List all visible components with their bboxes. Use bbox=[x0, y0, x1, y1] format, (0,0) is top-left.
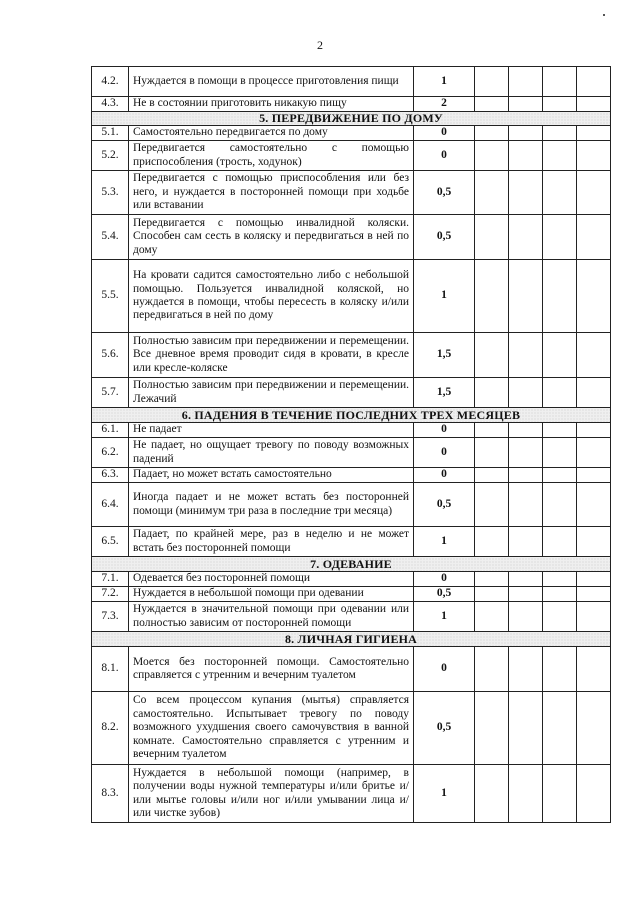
item-score: 0,5 bbox=[414, 171, 475, 215]
blank-cell bbox=[577, 215, 611, 260]
item-number: 7.2. bbox=[92, 587, 129, 602]
item-number: 6.2. bbox=[92, 438, 129, 468]
item-number: 6.4. bbox=[92, 483, 129, 527]
blank-cell bbox=[475, 126, 509, 141]
section-header-row bbox=[92, 112, 611, 126]
item-description: Со всем процессом купания (мытья) справляется самостоятельно. Испытывает тревогу по поводу возможного ухудшения своего самочувствия в ванной комнате. Самостоятельно справляется с утренним и вечерним туалетом bbox=[129, 692, 414, 765]
blank-cell bbox=[543, 333, 577, 378]
table-row bbox=[92, 572, 611, 587]
item-score: 1 bbox=[414, 602, 475, 632]
blank-cell bbox=[543, 527, 577, 557]
item-number: 4.2. bbox=[92, 67, 129, 97]
blank-cell bbox=[475, 438, 509, 468]
item-score: 1 bbox=[414, 67, 475, 97]
blank-cell bbox=[475, 572, 509, 587]
blank-cell bbox=[475, 587, 509, 602]
blank-cell bbox=[577, 423, 611, 438]
blank-cell bbox=[577, 572, 611, 587]
blank-cell bbox=[577, 333, 611, 378]
scan-speck bbox=[603, 14, 605, 16]
table-row bbox=[92, 171, 611, 215]
blank-cell bbox=[475, 260, 509, 333]
item-score: 0,5 bbox=[414, 215, 475, 260]
item-number: 5.4. bbox=[92, 215, 129, 260]
item-score: 0 bbox=[414, 438, 475, 468]
item-score: 0,5 bbox=[414, 587, 475, 602]
blank-cell bbox=[509, 692, 543, 765]
section-title: 5. ПЕРЕДВИЖЕНИЕ ПО ДОМУ bbox=[92, 112, 611, 126]
item-score: 0 bbox=[414, 468, 475, 483]
blank-cell bbox=[475, 333, 509, 378]
blank-cell bbox=[543, 423, 577, 438]
section-header-row bbox=[92, 632, 611, 647]
blank-cell bbox=[509, 468, 543, 483]
blank-cell bbox=[577, 587, 611, 602]
table-row bbox=[92, 215, 611, 260]
blank-cell bbox=[509, 527, 543, 557]
item-score: 1,5 bbox=[414, 378, 475, 408]
blank-cell bbox=[577, 438, 611, 468]
item-number: 6.3. bbox=[92, 468, 129, 483]
table-row bbox=[92, 423, 611, 438]
section-header-row bbox=[92, 557, 611, 572]
blank-cell bbox=[577, 141, 611, 171]
item-description: Нуждается в небольшой помощи (например, в получении воды нужной температуры и/или бритье и/или мытье головы и/или ног и/или умывании лица и/или чистке зубов) bbox=[129, 765, 414, 823]
item-number: 7.3. bbox=[92, 602, 129, 632]
item-number: 4.3. bbox=[92, 97, 129, 112]
table-row bbox=[92, 97, 611, 112]
blank-cell bbox=[543, 572, 577, 587]
blank-cell bbox=[543, 141, 577, 171]
item-score: 2 bbox=[414, 97, 475, 112]
blank-cell bbox=[543, 215, 577, 260]
section-title: 7. ОДЕВАНИЕ bbox=[92, 557, 611, 572]
item-description: Иногда падает и не может встать без посторонней помощи (минимум три раза в последние три месяца) bbox=[129, 483, 414, 527]
blank-cell bbox=[509, 483, 543, 527]
item-description: Передвигается с помощью инвалидной коляски. Способен сам сесть в коляску и передвигаться в ней по дому bbox=[129, 215, 414, 260]
item-score: 0,5 bbox=[414, 692, 475, 765]
blank-cell bbox=[509, 141, 543, 171]
table-row bbox=[92, 378, 611, 408]
item-number: 7.1. bbox=[92, 572, 129, 587]
item-number: 5.1. bbox=[92, 126, 129, 141]
blank-cell bbox=[543, 468, 577, 483]
item-score: 0,5 bbox=[414, 483, 475, 527]
item-number: 8.1. bbox=[92, 647, 129, 692]
item-number: 6.1. bbox=[92, 423, 129, 438]
blank-cell bbox=[543, 260, 577, 333]
blank-cell bbox=[577, 765, 611, 823]
blank-cell bbox=[577, 602, 611, 632]
table-row bbox=[92, 141, 611, 171]
blank-cell bbox=[543, 602, 577, 632]
table-row bbox=[92, 438, 611, 468]
item-score: 0 bbox=[414, 141, 475, 171]
item-number: 6.5. bbox=[92, 527, 129, 557]
item-description: На кровати садится самостоятельно либо с небольшой помощью. Пользуется инвалидной коляской, но нуждается в помощи, чтобы пересесть в коляску и/или передвигаться в ней по дому bbox=[129, 260, 414, 333]
blank-cell bbox=[509, 572, 543, 587]
blank-cell bbox=[543, 647, 577, 692]
item-description: Самостоятельно передвигается по дому bbox=[129, 126, 414, 141]
blank-cell bbox=[543, 692, 577, 765]
blank-cell bbox=[577, 483, 611, 527]
blank-cell bbox=[543, 483, 577, 527]
blank-cell bbox=[543, 438, 577, 468]
blank-cell bbox=[475, 527, 509, 557]
assessment-table bbox=[91, 66, 611, 823]
blank-cell bbox=[509, 647, 543, 692]
blank-cell bbox=[543, 171, 577, 215]
item-description: Нуждается в небольшой помощи при одевании bbox=[129, 587, 414, 602]
blank-cell bbox=[475, 215, 509, 260]
item-score: 0 bbox=[414, 572, 475, 587]
blank-cell bbox=[577, 171, 611, 215]
blank-cell bbox=[475, 647, 509, 692]
table-row bbox=[92, 587, 611, 602]
item-description: Падает, но может встать самостоятельно bbox=[129, 468, 414, 483]
blank-cell bbox=[577, 468, 611, 483]
item-score: 0 bbox=[414, 126, 475, 141]
table-row bbox=[92, 260, 611, 333]
item-score: 0 bbox=[414, 647, 475, 692]
section-title: 6. ПАДЕНИЯ В ТЕЧЕНИЕ ПОСЛЕДНИХ ТРЕХ МЕСЯЦЕВ bbox=[92, 408, 611, 423]
blank-cell bbox=[475, 171, 509, 215]
table-row bbox=[92, 333, 611, 378]
blank-cell bbox=[509, 171, 543, 215]
table-row bbox=[92, 647, 611, 692]
item-score: 1,5 bbox=[414, 333, 475, 378]
blank-cell bbox=[509, 215, 543, 260]
item-number: 5.5. bbox=[92, 260, 129, 333]
blank-cell bbox=[543, 587, 577, 602]
blank-cell bbox=[509, 765, 543, 823]
section-title: 8. ЛИЧНАЯ ГИГИЕНА bbox=[92, 632, 611, 647]
blank-cell bbox=[475, 423, 509, 438]
item-description: Передвигается с помощью приспособления или без него, и нуждается в посторонней помощи при ходьбе или вставании bbox=[129, 171, 414, 215]
blank-cell bbox=[543, 67, 577, 97]
blank-cell bbox=[543, 126, 577, 141]
item-description: Полностью зависим при передвижении и перемещении. Все дневное время проводит сидя в кровати, в кресле или кресле-коляске bbox=[129, 333, 414, 378]
item-description: Одевается без посторонней помощи bbox=[129, 572, 414, 587]
item-description: Не падает, но ощущает тревогу по поводу возможных падений bbox=[129, 438, 414, 468]
blank-cell bbox=[509, 438, 543, 468]
blank-cell bbox=[475, 97, 509, 112]
blank-cell bbox=[475, 67, 509, 97]
item-description: Нуждается в помощи в процессе приготовления пищи bbox=[129, 67, 414, 97]
item-number: 5.2. bbox=[92, 141, 129, 171]
blank-cell bbox=[509, 587, 543, 602]
table-row bbox=[92, 765, 611, 823]
blank-cell bbox=[577, 378, 611, 408]
blank-cell bbox=[577, 126, 611, 141]
item-score: 0 bbox=[414, 423, 475, 438]
blank-cell bbox=[475, 765, 509, 823]
blank-cell bbox=[475, 468, 509, 483]
blank-cell bbox=[475, 692, 509, 765]
table-row bbox=[92, 67, 611, 97]
table-row bbox=[92, 602, 611, 632]
blank-cell bbox=[577, 260, 611, 333]
blank-cell bbox=[475, 378, 509, 408]
item-description: Моется без посторонней помощи. Самостоятельно справляется с утренним и вечерним туалетом bbox=[129, 647, 414, 692]
item-number: 5.3. bbox=[92, 171, 129, 215]
blank-cell bbox=[543, 378, 577, 408]
item-score: 1 bbox=[414, 527, 475, 557]
item-score: 1 bbox=[414, 260, 475, 333]
blank-cell bbox=[577, 692, 611, 765]
blank-cell bbox=[509, 602, 543, 632]
blank-cell bbox=[509, 260, 543, 333]
blank-cell bbox=[577, 97, 611, 112]
blank-cell bbox=[577, 647, 611, 692]
blank-cell bbox=[543, 97, 577, 112]
table-row bbox=[92, 468, 611, 483]
blank-cell bbox=[509, 378, 543, 408]
section-header-row bbox=[92, 408, 611, 423]
table-row bbox=[92, 692, 611, 765]
blank-cell bbox=[509, 423, 543, 438]
item-number: 8.2. bbox=[92, 692, 129, 765]
blank-cell bbox=[509, 126, 543, 141]
blank-cell bbox=[509, 67, 543, 97]
item-description: Передвигается самостоятельно с помощью приспособления (трость, ходунок) bbox=[129, 141, 414, 171]
blank-cell bbox=[475, 483, 509, 527]
blank-cell bbox=[509, 97, 543, 112]
blank-cell bbox=[577, 527, 611, 557]
blank-cell bbox=[475, 602, 509, 632]
item-description: Нуждается в значительной помощи при одевании или полностью зависим от посторонней помощи bbox=[129, 602, 414, 632]
blank-cell bbox=[577, 67, 611, 97]
item-description: Падает, по крайней мере, раз в неделю и не может встать без посторонней помощи bbox=[129, 527, 414, 557]
table-row bbox=[92, 126, 611, 141]
blank-cell bbox=[475, 141, 509, 171]
table-row bbox=[92, 483, 611, 527]
blank-cell bbox=[543, 765, 577, 823]
blank-cell bbox=[509, 333, 543, 378]
item-description: Не падает bbox=[129, 423, 414, 438]
item-number: 5.6. bbox=[92, 333, 129, 378]
page-number: 2 bbox=[317, 38, 323, 52]
item-description: Не в состоянии приготовить никакую пищу bbox=[129, 97, 414, 112]
item-number: 8.3. bbox=[92, 765, 129, 823]
item-number: 5.7. bbox=[92, 378, 129, 408]
item-description: Полностью зависим при передвижении и перемещении. Лежачий bbox=[129, 378, 414, 408]
table-row bbox=[92, 527, 611, 557]
item-score: 1 bbox=[414, 765, 475, 823]
